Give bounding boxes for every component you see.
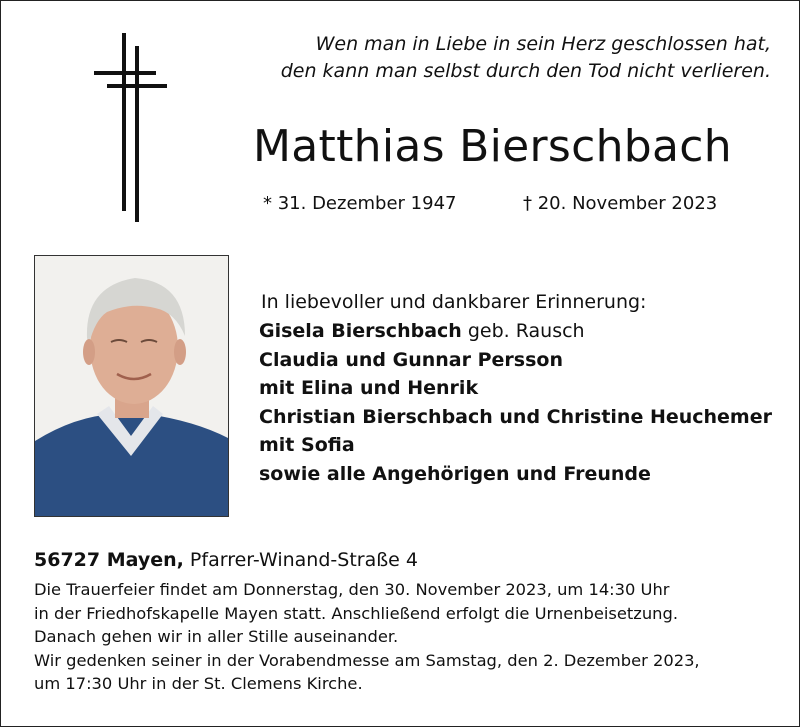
details-line: in der Friedhofskapelle Mayen statt. Anschließend erfolgt die Urnenbeisetzung. — [34, 603, 678, 623]
address-street: Pfarrer-Winand-Straße 4 — [183, 549, 419, 571]
details-line: um 17:30 Uhr in der St. Clemens Kirche. — [34, 674, 363, 693]
mourner-line: sowie alle Angehörigen und Freunde — [259, 462, 651, 485]
mourner-line: mit Elina und Henrik — [259, 377, 479, 399]
mourner-line: mit Sofia — [259, 434, 355, 456]
birth-date: * 31. Dezember 1947 — [263, 193, 457, 214]
address-city: 56727 Mayen, — [34, 549, 184, 571]
portrait-photo — [34, 255, 229, 517]
memorial-quote — [251, 31, 771, 85]
quote-line: Wen man in Liebe in sein Herz geschlossen hat, — [315, 33, 771, 55]
mourner-line: Christian Bierschbach und Christine Heuchemer — [259, 405, 772, 428]
mourner-line: Claudia und Gunnar Persson — [259, 348, 563, 371]
details-line: Wir gedenken seiner in der Vorabendmesse am Samstag, den 2. Dezember 2023, — [34, 650, 700, 670]
spouse-maiden-name: geb. Rausch — [461, 320, 585, 342]
spouse-name: Gisela Bierschbach — [259, 320, 462, 342]
details-line: Danach gehen wir in aller Stille auseinander. — [34, 627, 399, 646]
details-line: Die Trauerfeier findet am Donnerstag, den 30. November 2023, um 14:30 Uhr — [34, 580, 670, 599]
death-date: † 20. November 2023 — [523, 193, 718, 214]
family-address — [34, 547, 418, 573]
quote-line: den kann man selbst durch den Tod nicht verlieren. — [280, 60, 771, 82]
service-details — [34, 578, 794, 696]
mourners-intro: In liebevoller und dankbarer Erinnerung: — [261, 291, 647, 313]
deceased-name: Matthias Bierschbach — [253, 121, 732, 172]
mourners-block — [259, 287, 789, 488]
mourner-line — [259, 317, 789, 346]
